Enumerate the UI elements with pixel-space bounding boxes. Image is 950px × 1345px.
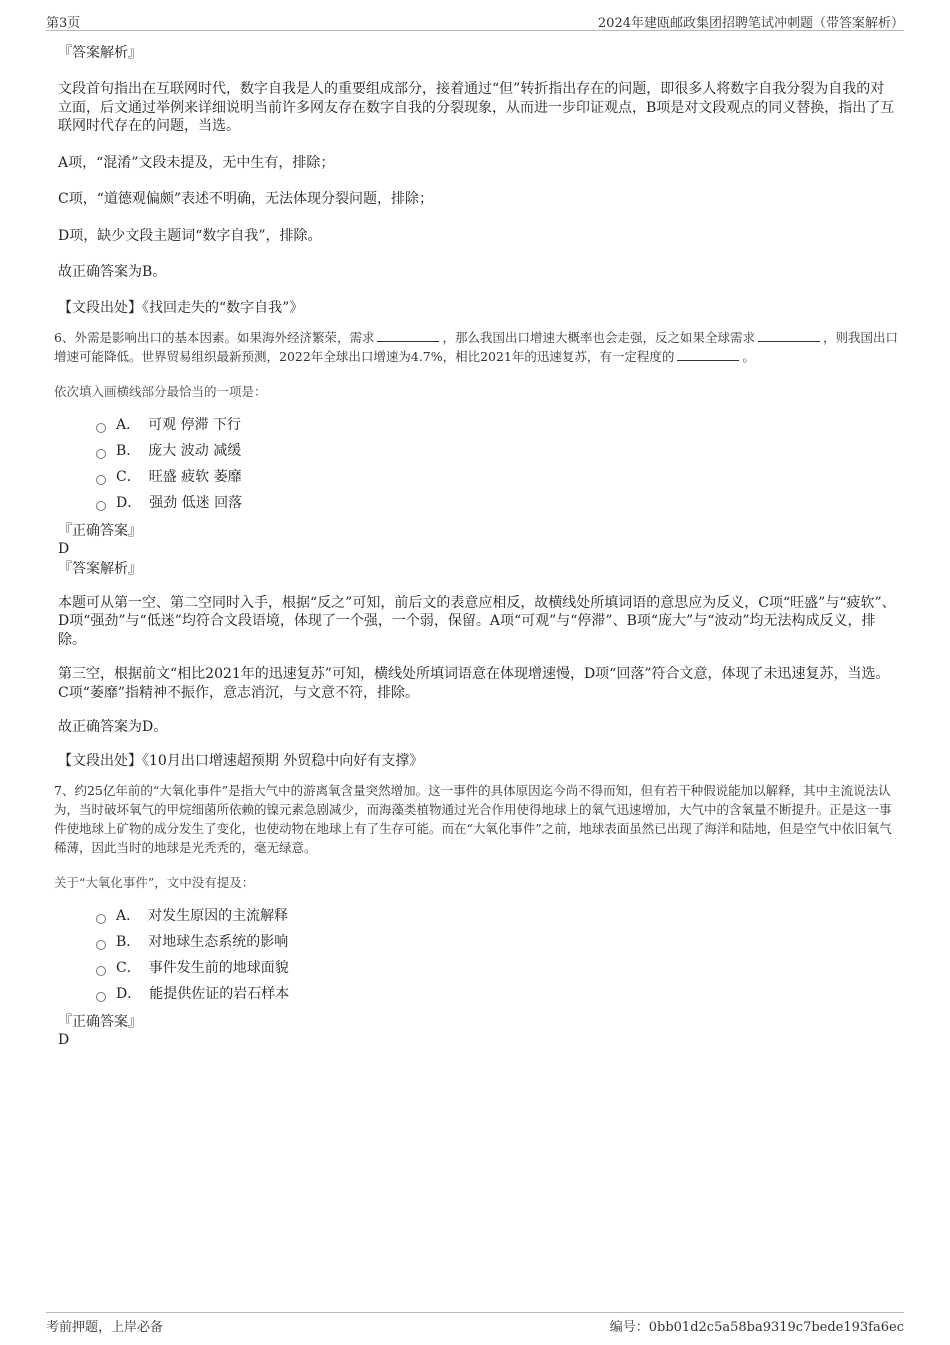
q6-option-d[interactable]: D． 强劲 低迷 回落 xyxy=(96,490,898,516)
radio-icon[interactable] xyxy=(96,449,106,459)
q7-option-a[interactable]: A． 对发生原因的主流解释 xyxy=(96,903,898,929)
q6-blank-3 xyxy=(677,348,739,361)
q5-analysis-p4: D项，缺少文段主题词“数字自我”，排除。 xyxy=(58,227,322,244)
q6-stem xyxy=(54,328,898,366)
q6-analysis-p1: 本题可从第一空、第二空同时入手，根据“反之”可知，前后文的表意应相反，故横线处所填词语的意思应为反义，C项“旺盛”与“疲软”、D项“强劲”与“低迷”均符合文段语境，体现了一个强，一个弱，保留。A项“可观”与“停滞”、B项“庞大”与“波动”均无法构成反义，排除。 xyxy=(58,594,896,648)
q7-prompt: 关于“大氧化事件”，文中没有提及： xyxy=(54,874,255,890)
radio-icon[interactable] xyxy=(96,423,106,433)
radio-icon[interactable] xyxy=(96,475,106,485)
radio-icon[interactable] xyxy=(96,914,106,924)
q6-correct-label: 『正确答案』 xyxy=(58,522,142,539)
q6-stem-part1: 6、外需是影响出口的基本因素。如果海外经济繁荣，需求 xyxy=(54,329,375,345)
q7-correct-label: 『正确答案』 xyxy=(58,1013,142,1030)
q7-option-b[interactable]: B． 对地球生态系统的影响 xyxy=(96,929,898,955)
q5-analysis-label: 『答案解析』 xyxy=(58,45,142,61)
q7-stem: 7、约25亿年前的“大氧化事件”是指大气中的游离氧含量突然增加。这一事件的具体原因迄今尚不得而知，但有若干种假说能加以解释，其中主流说法认为，当时破坏氧气的甲烷细菌所依赖的镍元素急剧减少，而海藻类植物通过光合作用使得地球上的氧气迅速增加，大气中的含氧量不断提升。正是这一事件使地球上矿物的成分发生了变化，也使动物在地球上有了生存可能。而在“大氧化事件”之前，地球表面虽然已出现了海洋和陆地，但是空气中依旧氧气稀薄，因此当时的地球是光秃秃的，毫无绿意。 xyxy=(54,782,892,855)
q6-correct-answer: D xyxy=(58,540,70,557)
q7-options xyxy=(96,903,898,1007)
q6-stem-part4: 。 xyxy=(742,348,755,364)
page-number: 第3页 xyxy=(46,16,81,31)
page-content xyxy=(54,44,898,1049)
document-title: 2024年建瓯邮政集团招聘笔试冲刺题（带答案解析） xyxy=(597,16,904,31)
q6-prompt: 依次填入画横线部分最恰当的一项是： xyxy=(54,383,267,399)
q6-analysis-p2: 第三空，根据前文“相比2021年的迅速复苏”可知，横线处所填词语意在体现增速慢，D项“回落”符合文意，体现了未迅速复苏，当选。C项“萎靡”指精神不振作，意志消沉，与文意不符，排除。 xyxy=(58,666,890,701)
q6-analysis-p3: 故正确答案为D。 xyxy=(58,719,168,735)
q6-analysis-label: 『答案解析』 xyxy=(58,560,142,577)
q7-correct-answer: D xyxy=(58,1031,70,1048)
q6-stem-part3: ，则我国出口增速可能降低。世界贸易组织最新预测，2022年全球出口增速为4.7%，相比2021年的迅速复苏，有一定程度的 xyxy=(54,329,898,364)
q6-option-c[interactable]: C． 旺盛 疲软 萎靡 xyxy=(96,464,898,490)
radio-icon[interactable] xyxy=(96,992,106,1002)
q6-option-a[interactable]: A． 可观 停滞 下行 xyxy=(96,412,898,438)
radio-icon[interactable] xyxy=(96,966,106,976)
radio-icon[interactable] xyxy=(96,940,106,950)
q7-option-d[interactable]: D． 能提供佐证的岩石样本 xyxy=(96,981,898,1007)
page-header xyxy=(46,8,904,31)
q5-analysis-p5: 故正确答案为B。 xyxy=(58,264,167,280)
radio-icon[interactable] xyxy=(96,501,106,511)
q6-options xyxy=(96,412,898,516)
q5-analysis-p1: 文段首句指出在互联网时代，数字自我是人的重要组成部分，接着通过“但”转折指出存在的问题，即很多人将数字自我分裂为自我的对立面，后文通过举例来详细说明当前许多网友存在数字自我的分裂现象，从而进一步印证观点，B项是对文段观点的同义替换，指出了互联网时代存在的问题，当选。 xyxy=(58,81,895,134)
q5-analysis-p2: A项，“混淆”文段未提及，无中生有，排除； xyxy=(58,154,335,171)
q6-option-b[interactable]: B． 庞大 波动 减缓 xyxy=(96,438,898,464)
q6-blank-2 xyxy=(758,329,820,342)
q6-stem-part2: ，那么我国出口增速大概率也会走强，反之如果全球需求 xyxy=(442,329,755,345)
q7-option-c[interactable]: C． 事件发生前的地球面貌 xyxy=(96,955,898,981)
q6-blank-1 xyxy=(377,329,439,342)
footer-slogan: 考前押题，上岸必备 xyxy=(46,1320,164,1335)
q5-analysis-p3: C项，“道德观偏颇”表述不明确，无法体现分裂问题，排除； xyxy=(58,191,434,207)
document-code: 编号：0bb01d2c5a58ba9319c7bede193fa6ec xyxy=(609,1320,904,1335)
q5-source: 【文段出处】《找回走失的“数字自我”》 xyxy=(58,299,304,316)
page-footer xyxy=(46,1312,904,1335)
q6-source: 【文段出处】《10月出口增速超预期 外贸稳中向好有支撑》 xyxy=(58,752,424,769)
